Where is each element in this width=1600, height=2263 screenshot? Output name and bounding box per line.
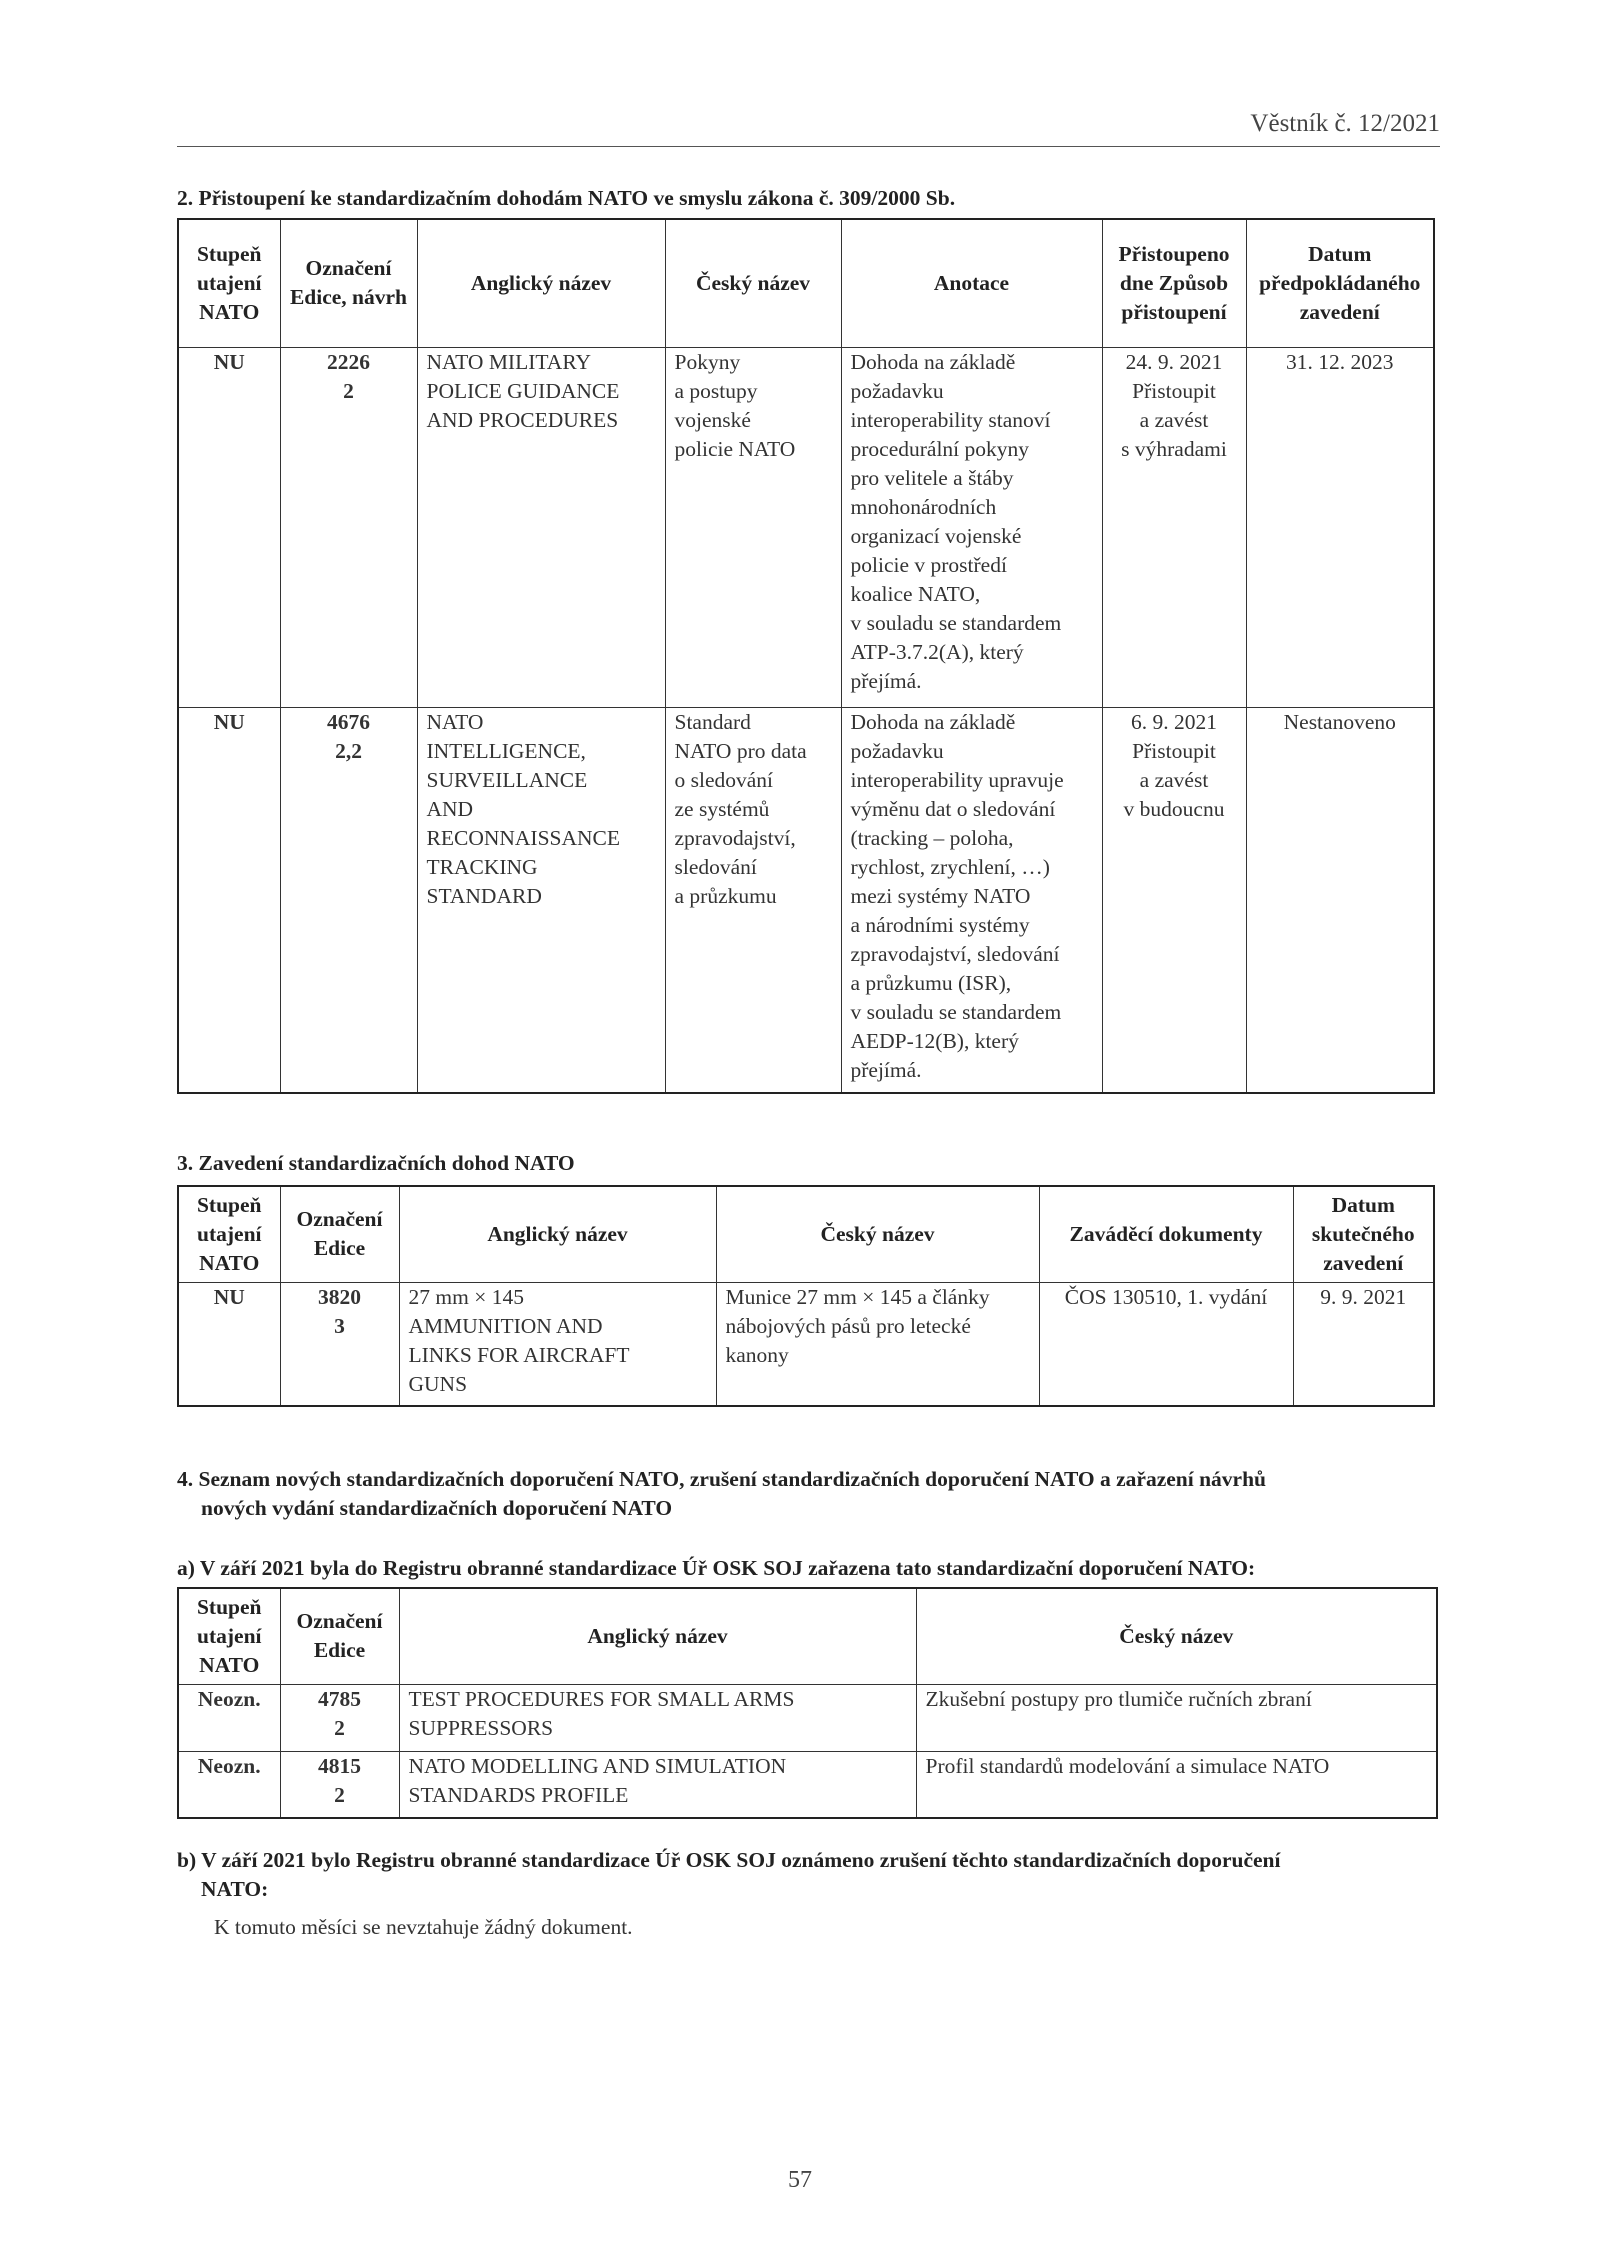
cell-datum: 31. 12. 2023	[1246, 347, 1434, 707]
cell-anotace: Dohoda na základě požadavku interoperability stanoví procedurální pokyny pro velitele a štáby mnohonárodních organizací vojenské policie v prostředí koalice NATO, v souladu se standardem ATP-3.7.2(A), který přejímá.	[841, 347, 1102, 707]
cell-stupen: Neozn.	[178, 1684, 280, 1751]
cell-oznaceni: 2226 2	[280, 347, 417, 707]
table-row	[178, 707, 1434, 1093]
cell-oznaceni: 4785 2	[280, 1684, 399, 1751]
cell-cesky: Munice 27 mm × 145 a články nábojových pásů pro letecké kanony	[716, 1282, 1039, 1406]
cell-anglicky: TEST PROCEDURES FOR SMALL ARMS SUPPRESSORS	[399, 1684, 916, 1751]
cell-cesky: Profil standardů modelování a simulace NATO	[916, 1751, 1437, 1818]
cell-datum: 9. 9. 2021	[1293, 1282, 1434, 1406]
subsection-a-heading: a) V září 2021 byla do Registru obranné standardizace Úř OSK SOJ zařazena tato standardizační doporučení NATO:	[177, 1556, 1256, 1580]
table-row	[178, 1751, 1437, 1818]
header-dokumenty: Zaváděcí dokumenty	[1039, 1186, 1293, 1282]
cell-pristoupeno: 24. 9. 2021 Přistoupit a zavést s výhradami	[1102, 347, 1246, 707]
cell-stupen: NU	[178, 1282, 280, 1406]
new-recommendations-table	[177, 1587, 1438, 1819]
cell-oznaceni: 4815 2	[280, 1751, 399, 1818]
subsection-b-heading: b) V září 2021 bylo Registru obranné standardizace Úř OSK SOJ oznámeno zrušení těchto standardizačních doporučení	[177, 1848, 1281, 1872]
header-stupen: Stupeň utajení NATO	[178, 1588, 280, 1684]
cell-anglicky: NATO MODELLING AND SIMULATION STANDARDS PROFILE	[399, 1751, 916, 1818]
header-oznaceni: Označení Edice	[280, 1186, 399, 1282]
cell-anglicky: NATO MILITARY POLICE GUIDANCE AND PROCEDURES	[417, 347, 665, 707]
cell-cesky: Pokyny a postupy vojenské policie NATO	[665, 347, 841, 707]
table-row	[178, 1684, 1437, 1751]
table-row	[178, 1282, 1434, 1406]
cell-anglicky: 27 mm × 145 AMMUNITION AND LINKS FOR AIRCRAFT GUNS	[399, 1282, 716, 1406]
no-document-note: K tomuto měsíci se nevztahuje žádný dokument.	[214, 1915, 633, 1939]
subsection-b-heading-cont: NATO:	[201, 1877, 269, 1901]
header-anglicky: Anglický název	[399, 1186, 716, 1282]
cell-oznaceni: 3820 3	[280, 1282, 399, 1406]
header-stupen: Stupeň utajení NATO	[178, 1186, 280, 1282]
header-datum: Datum předpokládaného zavedení	[1246, 219, 1434, 347]
cell-dokumenty: ČOS 130510, 1. vydání	[1039, 1282, 1293, 1406]
header-oznaceni: Označení Edice, návrh	[280, 219, 417, 347]
section-3-heading: 3. Zavedení standardizačních dohod NATO	[177, 1151, 575, 1175]
implementation-table	[177, 1185, 1435, 1407]
header-cesky: Český název	[716, 1186, 1039, 1282]
page-number: 57	[788, 2167, 812, 2193]
header-anotace: Anotace	[841, 219, 1102, 347]
cell-oznaceni: 4676 2,2	[280, 707, 417, 1093]
header-anglicky: Anglický název	[399, 1588, 916, 1684]
cell-stupen: NU	[178, 707, 280, 1093]
cell-stupen: NU	[178, 347, 280, 707]
cell-pristoupeno: 6. 9. 2021 Přistoupit a zavést v budoucnu	[1102, 707, 1246, 1093]
accession-table	[177, 218, 1435, 1094]
section-4-heading: 4. Seznam nových standardizačních doporučení NATO, zrušení standardizačních doporučení NATO a zařazení návrhů	[177, 1467, 1267, 1491]
header-stupen: Stupeň utajení NATO	[178, 219, 280, 347]
cell-cesky: Zkušební postupy pro tlumiče ručních zbraní	[916, 1684, 1437, 1751]
header-anglicky: Anglický název	[417, 219, 665, 347]
section-2-heading: 2. Přistoupení ke standardizačním dohodám NATO ve smyslu zákona č. 309/2000 Sb.	[177, 186, 956, 210]
header-pristoupeno: Přistoupeno dne Způsob přistoupení	[1102, 219, 1246, 347]
header-oznaceni: Označení Edice	[280, 1588, 399, 1684]
cell-stupen: Neozn.	[178, 1751, 280, 1818]
bulletin-title: Věstník č. 12/2021	[1250, 110, 1440, 137]
header-cesky: Český název	[916, 1588, 1437, 1684]
header-rule	[177, 146, 1440, 147]
header-datum: Datum skutečného zavedení	[1293, 1186, 1434, 1282]
cell-anotace: Dohoda na základě požadavku interoperability upravuje výměnu dat o sledování (tracking – poloha, rychlost, zrychlení, …) mezi systémy NATO a národními systémy zpravodajství, sledování a průzkumu (ISR), v souladu se standardem AEDP-12(B), který přejímá.	[841, 707, 1102, 1093]
cell-datum: Nestanoveno	[1246, 707, 1434, 1093]
header-cesky: Český název	[665, 219, 841, 347]
table-row	[178, 347, 1434, 707]
cell-anglicky: NATO INTELLIGENCE, SURVEILLANCE AND RECONNAISSANCE TRACKING STANDARD	[417, 707, 665, 1093]
cell-cesky: Standard NATO pro data o sledování ze systémů zpravodajství, sledování a průzkumu	[665, 707, 841, 1093]
section-4-heading-cont: nových vydání standardizačních doporučení NATO	[201, 1496, 673, 1520]
